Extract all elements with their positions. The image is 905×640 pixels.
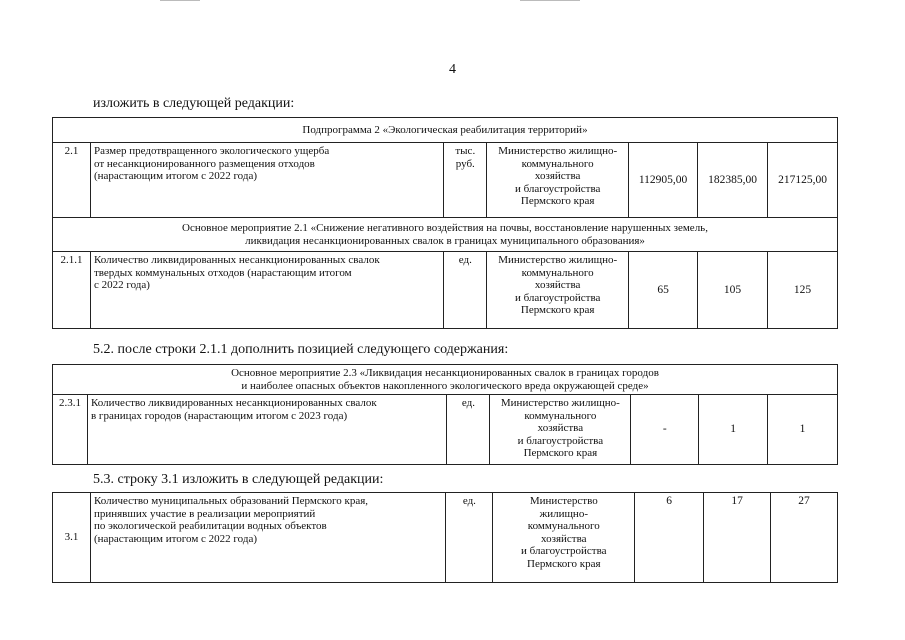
table-row: [53, 143, 838, 218]
heading-1: изложить в следующей редакции:: [93, 96, 295, 111]
scan-edge-line: [160, 0, 200, 1]
value-1: 6: [635, 493, 704, 583]
table-row: [53, 395, 838, 465]
indicator-name: Количество муниципальных образований Пермского края, принявших участие в реализации мероприятий по экологической реабилитации водных объектов (нарастающим итогом с 2022 года): [90, 493, 445, 583]
page-number: 4: [449, 62, 456, 77]
responsible-org: Министерство жилищно- коммунального хозяйства и благоустройства Пермского края: [493, 493, 635, 583]
value-1: -: [631, 395, 699, 465]
value-1: 112905,00: [629, 143, 698, 218]
responsible-org: Министерство жилищно- коммунального хозяйства и благоустройства Пермского края: [487, 252, 629, 329]
row-number: 2.3.1: [53, 395, 88, 465]
table-row: [53, 493, 838, 583]
scan-edge-line: [520, 0, 580, 1]
table-row: [53, 252, 838, 329]
indicator-name: Количество ликвидированных несанкционированных свалок твердых коммунальных отходов (нарастающим итогом с 2022 года): [90, 252, 443, 329]
value-2: 105: [698, 252, 768, 329]
row-number: 2.1.1: [53, 252, 91, 329]
main-measure-title: Основное мероприятие 2.3 «Ликвидация несанкционированных свалок в границах городов и наиболее опасных объектов накопленного экологического вреда окружающей среде»: [53, 365, 838, 395]
value-2: 17: [704, 493, 771, 583]
value-3: 1: [768, 395, 838, 465]
table-3: [52, 492, 838, 583]
heading-2: 5.2. после строки 2.1.1 дополнить позицией следующего содержания:: [93, 342, 509, 357]
value-2: 1: [699, 395, 768, 465]
row-number: 3.1: [53, 493, 91, 583]
unit: ед.: [444, 252, 487, 329]
indicator-name: Размер предотвращенного экологического ущерба от несанкционированного размещения отходов (нарастающим итогом с 2022 года): [90, 143, 443, 218]
table-2: [52, 364, 838, 465]
value-2: 182385,00: [698, 143, 768, 218]
unit: ед.: [447, 395, 490, 465]
responsible-org: Министерство жилищно- коммунального хозяйства и благоустройства Пермского края: [490, 395, 631, 465]
row-number: 2.1: [53, 143, 91, 218]
subprogram-title: Подпрограмма 2 «Экологическая реабилитация территорий»: [53, 118, 838, 143]
main-measure-title: Основное мероприятие 2.1 «Снижение негативного воздействия на почвы, восстановление нарушенных земель, ликвидация несанкционированных свалок в границах муниципального образования»: [53, 218, 838, 252]
responsible-org: Министерство жилищно- коммунального хозяйства и благоустройства Пермского края: [487, 143, 629, 218]
value-3: 27: [771, 493, 838, 583]
table-1: [52, 117, 838, 329]
value-3: 125: [768, 252, 838, 329]
value-3: 217125,00: [768, 143, 838, 218]
indicator-name: Количество ликвидированных несанкционированных свалок в границах городов (нарастающим итогом с 2023 года): [87, 395, 447, 465]
value-1: 65: [629, 252, 698, 329]
unit: ед.: [446, 493, 493, 583]
heading-3: 5.3. строку 3.1 изложить в следующей редакции:: [93, 472, 384, 487]
unit: тыс. руб.: [444, 143, 487, 218]
